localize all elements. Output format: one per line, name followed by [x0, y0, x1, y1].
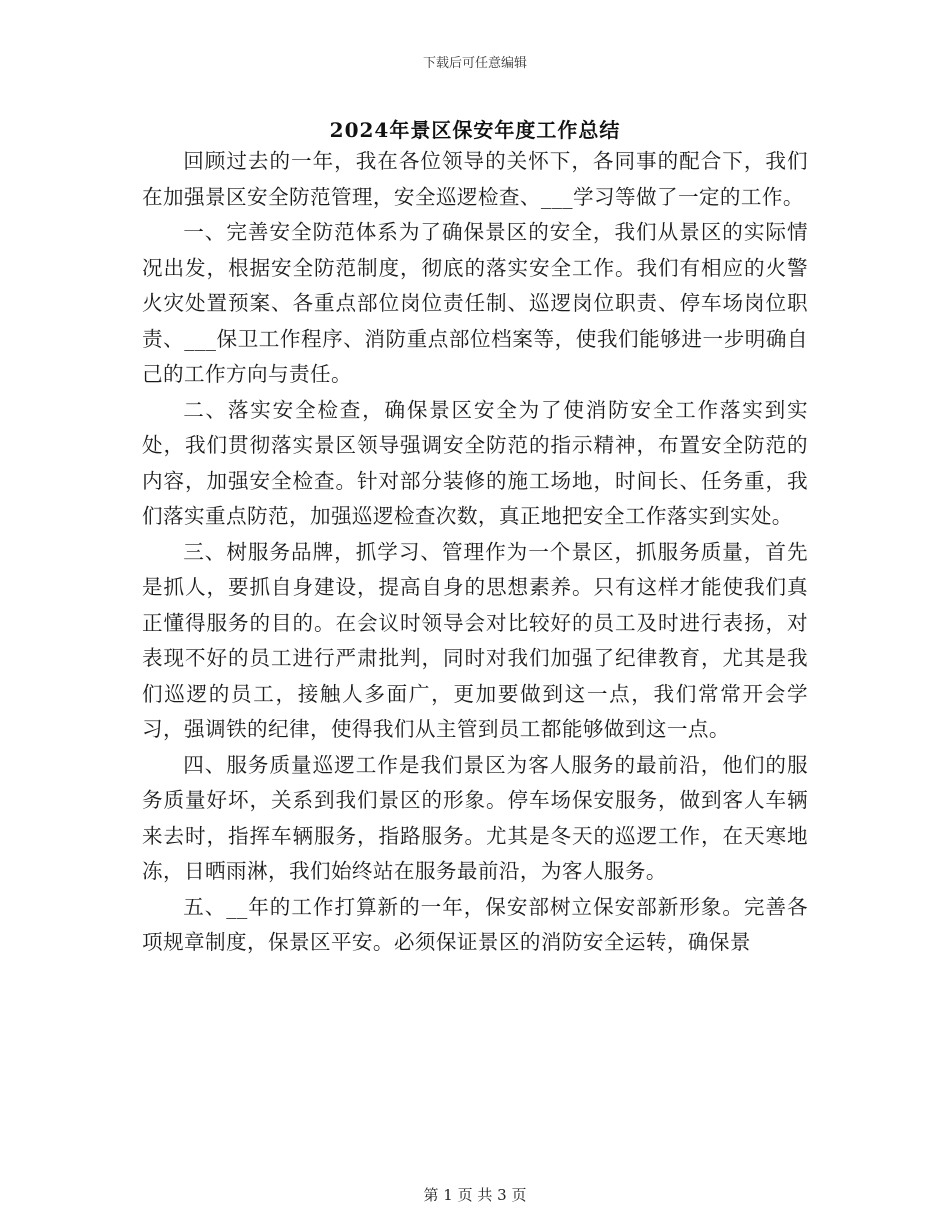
paragraph-section-2: 二、落实安全检查，确保景区安全为了使消防安全工作落实到实处，我们贯彻落实景区领导强调安全防范的指示精神，布置安全防范的内容，加强安全检查。针对部分装修的施工场地，时间长、任务重，我们落实重点防范，加强巡逻检查次数，真正地把安全工作落实到实处。 [142, 397, 808, 528]
paragraph-section-5: 五、__年的工作打算新的一年，保安部树立保安部新形象。完善各项规章制度，保景区平安。必须保证景区的消防安全运转，确保景 [142, 894, 808, 954]
paragraph-section-4: 四、服务质量巡逻工作是我们景区为客人服务的最前沿，他们的服务质量好坏，关系到我们景区的形象。停车场保安服务，做到客人车辆来去时，指挥车辆服务，指路服务。尤其是冬天的巡逻工作，在天寒地冻，日晒雨淋，我们始终站在服务最前沿，为客人服务。 [142, 752, 808, 883]
page-header-note: 下载后可任意编辑 [422, 56, 527, 71]
paragraph-section-3: 三、树服务品牌，抓学习、管理作为一个景区，抓服务质量，首先是抓人，要抓自身建设，提高自身的思想素养。只有这样才能使我们真正懂得服务的目的。在会议时领导会对比较好的员工及时进行表扬，对表现不好的员工进行严肃批判，同时对我们加强了纪律教育，尤其是我们巡逻的员工，接触人多面广，更加要做到这一点，我们常常开会学习，强调铁的纪律，使得我们从主管到员工都能够做到这一点。 [142, 539, 808, 741]
document-body [142, 144, 808, 961]
paragraph-intro: 回顾过去的一年，我在各位领导的关怀下，各同事的配合下，我们在加强景区安全防范管理，安全巡逻检查、___学习等做了一定的工作。 [142, 149, 808, 209]
page-number: 第 1 页 共 3 页 [423, 1186, 527, 1204]
document-title: 2024年景区保安年度工作总结 [329, 118, 621, 142]
paragraph-section-1: 一、完善安全防范体系为了确保景区的安全，我们从景区的实际情况出发，根据安全防范制度，彻底的落实安全工作。我们有相应的火警火灾处置预案、各重点部位岗位责任制、巡逻岗位职责、停车场岗位职责、___保卫工作程序、消防重点部位档案等，使我们能够进一步明确自己的工作方向与责任。 [142, 220, 808, 386]
